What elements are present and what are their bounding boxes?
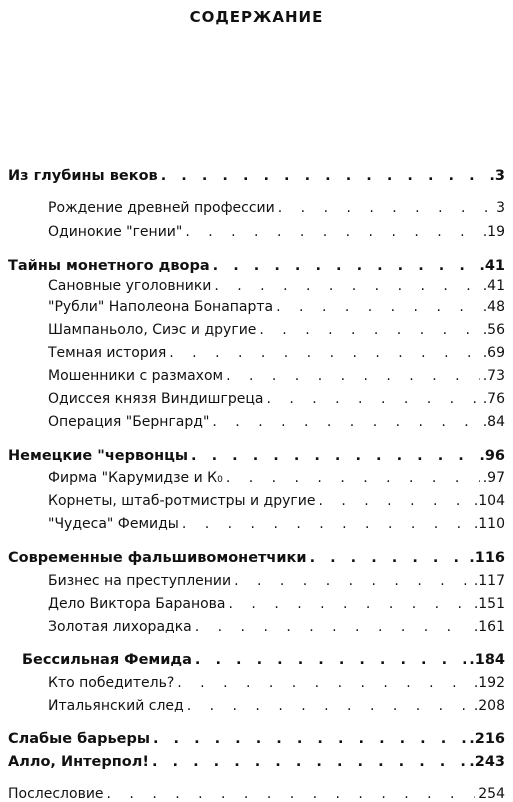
toc-chapter (8, 550, 505, 566)
leader-dots (185, 224, 479, 240)
toc-entry-title: Тайны монетного двора (8, 258, 210, 274)
toc-entry-title: Мошенники с размахом (48, 368, 224, 384)
toc-entry (48, 322, 505, 338)
toc-entry (48, 345, 505, 361)
toc-page-number: .116 (469, 550, 505, 566)
leader-dots (266, 391, 479, 407)
toc-page-number: 254 (478, 786, 505, 802)
toc-page-number: 3 (496, 200, 505, 216)
toc-page-number: .151 (473, 596, 505, 612)
toc-entry (48, 414, 505, 430)
toc-page-number: .56 (482, 322, 505, 338)
leader-dots (276, 299, 480, 315)
toc-page-number: .117 (473, 573, 505, 589)
toc-page-number: .216 (469, 731, 505, 747)
toc-entry (48, 573, 505, 589)
toc-entry-title: Бизнес на преступлении (48, 573, 232, 589)
toc-entry (48, 675, 505, 691)
toc-page-number: .41 (479, 258, 505, 274)
toc-page-number: .97 (482, 470, 505, 486)
toc-chapter (22, 652, 505, 668)
toc-chapter (8, 731, 505, 747)
toc-entry (48, 368, 505, 384)
toc-entry-title: Одиссея князя Виндишгреца (48, 391, 264, 407)
toc-page-number: .69 (482, 345, 505, 361)
leader-dots (187, 698, 471, 714)
toc-entry-title: Сановные уголовники (48, 278, 212, 294)
toc-entry (48, 516, 505, 532)
leader-dots (226, 368, 480, 384)
toc-entry (48, 278, 505, 294)
leader-dots (213, 258, 477, 274)
toc-entry-title: Золотая лихорадка (48, 619, 192, 635)
toc-entry-title: Одинокие "гении" (48, 224, 183, 240)
toc-chapter (8, 168, 505, 184)
toc-page-number: .192 (473, 675, 505, 691)
leader-dots (177, 675, 471, 691)
toc-page-number: .76 (482, 391, 505, 407)
toc-entry-title: "Рубли" Наполеона Бонапарта (48, 299, 274, 315)
toc-entry-title: Итальянский след (48, 698, 184, 714)
toc-entry-title: Немецкие "червонцы (8, 448, 189, 464)
toc-entry: Фирма "Карумидзе и К 0 . . . .97 (48, 470, 505, 486)
toc-chapter (8, 448, 505, 464)
leader-dots (195, 619, 471, 635)
toc-entry-title: Слабые барьеры (8, 731, 150, 747)
toc-page-number: .104 (473, 493, 505, 509)
toc-entry (48, 299, 505, 315)
toc-entry (48, 391, 505, 407)
toc-page-number: .110 (473, 516, 505, 532)
toc-page-number: .243 (469, 754, 505, 770)
page-title: СОДЕРЖАНИЕ (189, 8, 324, 26)
toc-entry-title: Послесловие (8, 786, 104, 802)
toc-page-number: .48 (482, 299, 505, 315)
toc-page-number: .41 (482, 278, 505, 294)
leader-dots (212, 414, 479, 430)
leader-dots (229, 596, 471, 612)
toc-entry-title: Рождение древней профессии (48, 200, 275, 216)
leader-dots (182, 516, 471, 532)
toc-entry (48, 224, 505, 240)
toc-entry-title: Корнеты, штаб-ротмистры и другие (48, 493, 316, 509)
toc-page-number: .73 (482, 368, 505, 384)
toc-entry (48, 698, 505, 714)
toc-entry (48, 200, 505, 216)
toc-page-number: .19 (482, 224, 505, 240)
toc-entry-title: Темная история (48, 345, 167, 361)
toc-page-number: .161 (473, 619, 505, 635)
toc-entry-title: "Чудеса" Фемиды (48, 516, 179, 532)
leader-dots (195, 652, 466, 668)
leader-dots (310, 550, 467, 566)
toc-entry-title: Операция "Бернгард" (48, 414, 210, 430)
toc-chapter (8, 258, 505, 274)
leader-dots (278, 200, 493, 216)
leader-dots (153, 731, 466, 747)
toc-entry-title: Фирма "Карумидзе и К (48, 470, 218, 486)
leader-dots (161, 168, 487, 184)
toc-page-number: .84 (482, 414, 505, 430)
toc-entry (48, 619, 505, 635)
toc-page-number: .3 (489, 168, 505, 184)
toc-entry-title: Дело Виктора Баранова (48, 596, 226, 612)
leader-dots (152, 754, 466, 770)
leader-dots (191, 448, 476, 464)
leader-dots (214, 278, 479, 294)
toc-entry-title: Шампаньоло, Сиэс и другие (48, 322, 257, 338)
toc-page-number: .184 (469, 652, 505, 668)
toc-page-number: .96 (479, 448, 505, 464)
toc-page-number: .208 (473, 698, 505, 714)
leader-dots (169, 345, 479, 361)
toc-entry (48, 493, 505, 509)
leader-dots (226, 470, 480, 486)
leader-dots (259, 322, 479, 338)
toc-entry-title: Из глубины веков (8, 168, 158, 184)
leader-dots (318, 493, 470, 509)
toc-entry (48, 596, 505, 612)
toc-entry-title: Кто победитель? (48, 675, 175, 691)
toc-entry-title: Бессильная Фемида (22, 652, 192, 668)
toc-entry-title: Современные фальшивомонетчики (8, 550, 307, 566)
leader-dots (234, 573, 471, 589)
toc-entry-title: Алло, Интерпол! (8, 754, 149, 770)
toc-chapter (8, 754, 505, 770)
